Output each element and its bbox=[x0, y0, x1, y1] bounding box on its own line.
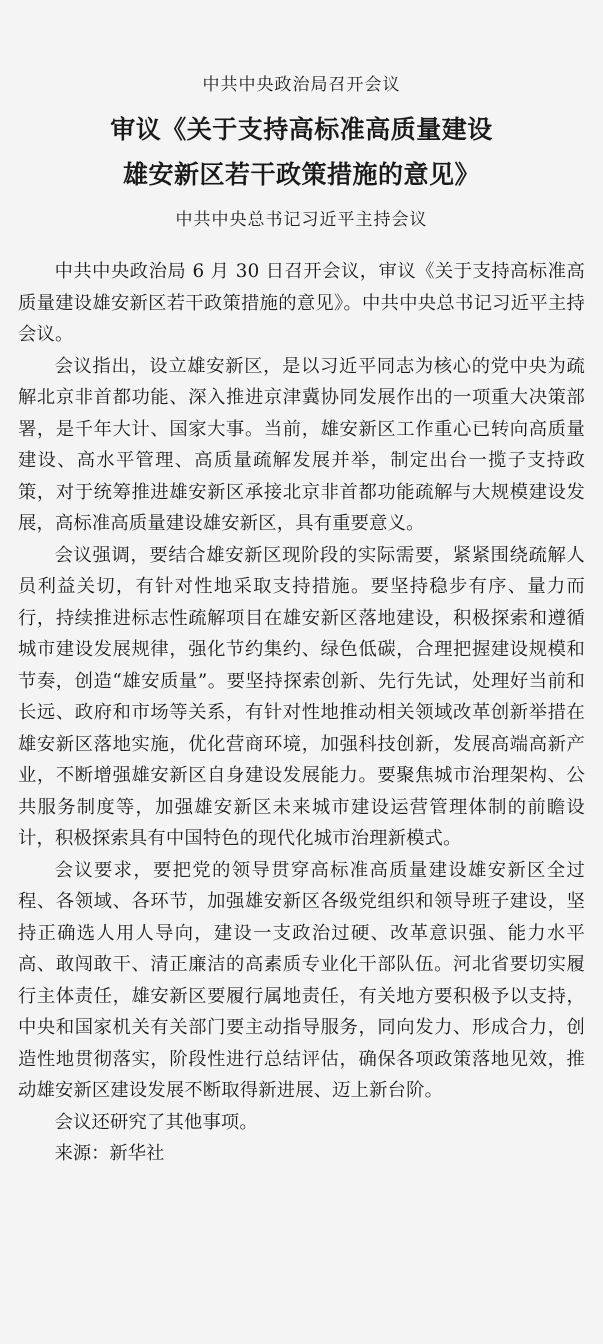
article-kicker: 中共中央政治局召开会议 bbox=[202, 75, 401, 95]
article-paragraph: 中共中央政治局 6 月 30 日召开会议，审议《关于支持高标准高质量建设雄安新区若干政策措施的意见》。中共中央总书记习近平主持会议。 bbox=[18, 261, 585, 345]
article-body bbox=[18, 256, 585, 1170]
article-headline-line1: 审议《关于支持高标准高质量建设 bbox=[110, 115, 493, 144]
article-paragraph: 会议指出，设立雄安新区，是以习近平同志为核心的党中央为疏解北京非首都功能、深入推进京津冀协同发展作出的一项重大决策部署，是千年大计、国家大事。当前，雄安新区工作重心已转向高质量建设、高水平管理、高质量疏解发展并举，制定出台一揽子支持政策，对于统筹推进雄安新区承接北京非首都功能疏解与大规模建设发展，高标准高质量建设雄安新区，具有重要意义。 bbox=[18, 355, 585, 534]
article-subhead: 中共中央总书记习近平主持会议 bbox=[175, 210, 428, 230]
article-paragraph: 会议还研究了其他事项。 bbox=[54, 1111, 258, 1133]
article-paragraph: 会议强调，要结合雄安新区现阶段的实际需要，紧紧围绕疏解人员利益关切，有针对性地采取支持措施。要坚持稳步有序、量力而行，持续推进标志性疏解项目在雄安新区落地建设，积极探索和遵循城市建设发展规律，强化节约集约、绿色低碳，合理把握建设规模和节奏，创造“雄安质量”。要坚持探索创新、先行先试，处理好当前和长远、政府和市场等关系，有针对性地推动相关领域改革创新举措在雄安新区落地实施，优化营商环境，加强科技创新，发展高端高新产业，不断增强雄安新区自身建设发展能力。要聚焦城市治理架构、公共服务制度等，加强雄安新区未来城市建设运营管理体制的前瞻设计，积极探索具有中国特色的现代化城市治理新模式。 bbox=[18, 544, 585, 849]
article-paragraph: 会议要求，要把党的领导贯穿高标准高质量建设雄安新区全过程、各领域、各环节，加强雄安新区各级党组织和领导班子建设，坚持正确选人用人导向，建设一支政治过硬、改革意识强、能力水平高、敢闯敢干、清正廉洁的高素质专业化干部队伍。河北省要切实履行主体责任，雄安新区要履行属地责任，有关地方要积极予以支持，中央和国家机关有关部门要主动指导服务，同向发力、形成合力，创造性地贯彻落实，阶段性进行总结评估，确保各项政策落地见效，推动雄安新区建设发展不断取得新进展、迈上新台阶。 bbox=[18, 859, 585, 1101]
article-headline-line2: 雄安新区若干政策措施的意见》 bbox=[122, 160, 480, 189]
article-source: 来源：新华社 bbox=[54, 1143, 165, 1164]
